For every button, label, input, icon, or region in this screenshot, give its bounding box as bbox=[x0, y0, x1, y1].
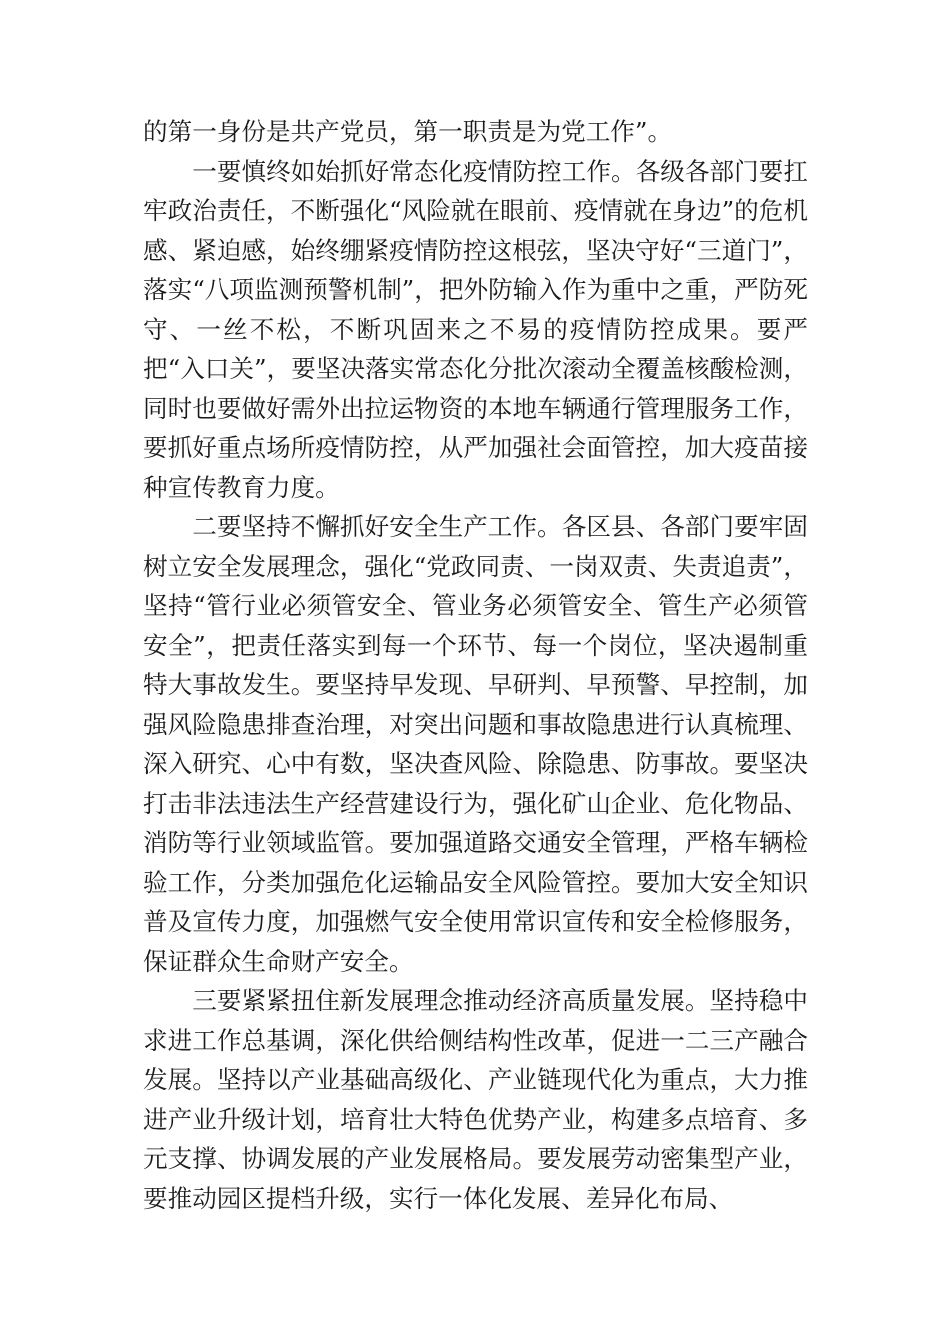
paragraph-epidemic-control: 一要慎终如始抓好常态化疫情防控工作。各级各部门要扛牢政治责任，不断强化“风险就在眼前、疫情就在身边”的危机感、紧迫感，始终绷紧疫情防控这根弦，坚决守好“三道门”，落实“八项监测预警机制”，把外防输入作为重中之重，严防死守、一丝不松，不断巩固来之不易的疫情防控成果。要严把“入口关”，要坚决落实常态化分批次滚动全覆盖核酸检测，同时也要做好需外出拉运物资的本地车辆通行管理服务工作，要抓好重点场所疫情防控，从严加强社会面管控，加大疫苗接种宣传教育力度。 bbox=[143, 156, 808, 502]
paragraph-continued: 的第一身份是共产党员，第一职责是为党工作”。 bbox=[143, 117, 673, 146]
document-page bbox=[143, 112, 808, 1218]
paragraph-economic-development: 三要紧紧扭住新发展理念推动经济高质量发展。坚持稳中求进工作总基调，深化供给侧结构性改革，促进一二三产融合发展。坚持以产业基础高级化、产业链现代化为重点，大力推进产业升级计划，培育壮大特色优势产业，构建多点培育、多元支撑、协调发展的产业发展格局。要发展劳动密集型产业，要推动园区提档升级，实行一体化发展、差异化布局、 bbox=[143, 986, 808, 1213]
paragraph-production-safety: 二要坚持不懈抓好安全生产工作。各区县、各部门要牢固树立安全发展理念，强化“党政同责、一岗双责、失责追责”，坚持“管行业必须管安全、管业务必须管安全、管生产必须管安全”，把责任落实到每一个环节、每一个岗位，坚决遏制重特大事故发生。要坚持早发现、早研判、早预警、早控制，加强风险隐患排查治理，对突出问题和事故隐患进行认真梳理、深入研究、心中有数，坚决查风险、除隐患、防事故。要坚决打击非法违法生产经营建设行为，强化矿山企业、危化物品、消防等行业领域监管。要加强道路交通安全管理，严格车辆检验工作，分类加强危化运输品安全风险管控。要加大安全知识普及宣传力度，加强燃气安全使用常识宣传和安全检修服务，保证群众生命财产安全。 bbox=[143, 512, 808, 976]
